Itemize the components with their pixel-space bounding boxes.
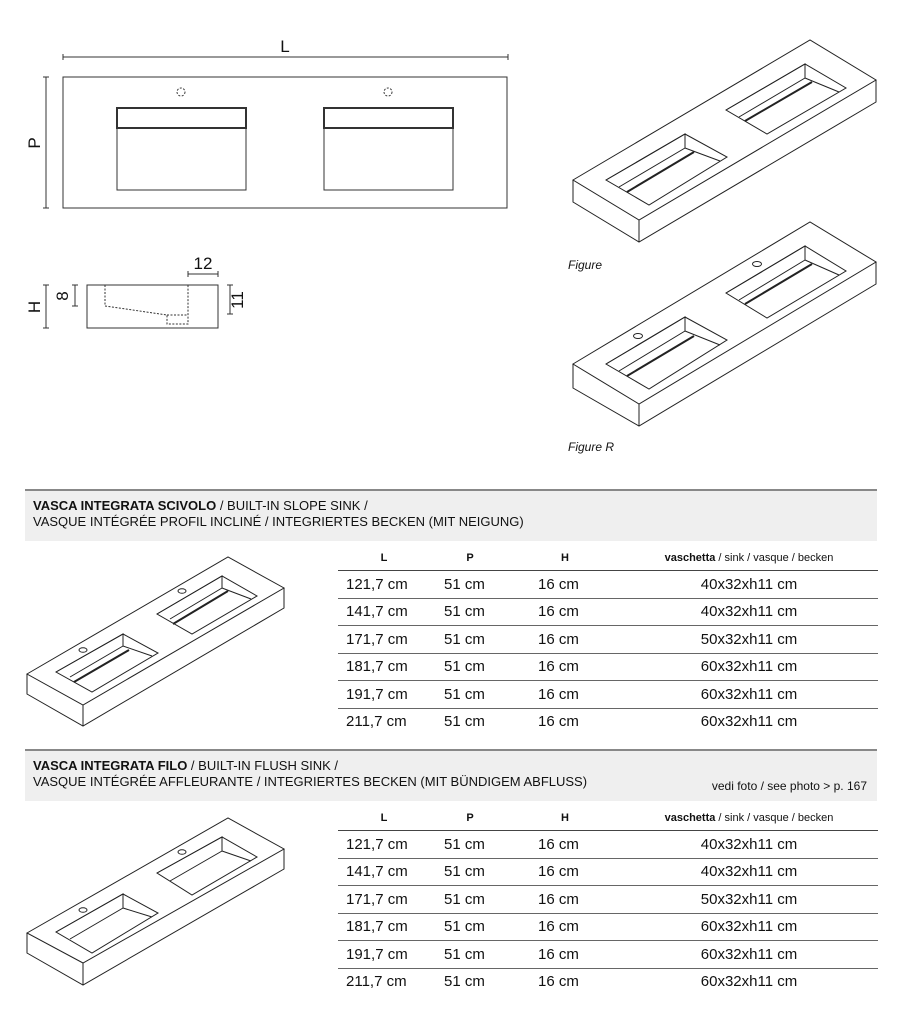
cell-p: 51 cm bbox=[444, 973, 485, 991]
section-subtitle: VASQUE INTÉGRÉE PROFIL INCLINÉ / INTEGRIERTES BECKEN (MIT NEIGUNG) bbox=[33, 514, 524, 529]
table-row bbox=[338, 941, 878, 969]
cell-l: 121,7 cm bbox=[338, 571, 430, 599]
cell-p: 51 cm bbox=[430, 626, 510, 654]
cell-p: 51 cm bbox=[430, 571, 510, 599]
cell-h: 16 cm bbox=[510, 598, 620, 626]
cell-sink: 40x32xh11 cm bbox=[620, 831, 878, 859]
table-row bbox=[338, 913, 878, 941]
cell-p: 51 cm bbox=[444, 713, 485, 731]
cell-l: 191,7 cm bbox=[338, 941, 430, 969]
cell-p: 51 cm bbox=[430, 941, 510, 969]
isometric-figure-plain bbox=[560, 30, 900, 250]
cell-p: 51 cm bbox=[430, 681, 510, 709]
cell-h: 16 cm bbox=[510, 571, 620, 599]
cell-l: 191,7 cm bbox=[338, 681, 430, 709]
table-row bbox=[338, 626, 878, 654]
flush-sink-spec-table bbox=[338, 806, 878, 995]
top-view-drawing bbox=[0, 30, 520, 230]
col-header-h: H bbox=[510, 546, 620, 571]
cell-h: 16 cm bbox=[538, 973, 579, 991]
cell-h: 16 cm bbox=[510, 681, 620, 709]
cell-sink: 60x32xh11 cm bbox=[620, 913, 878, 941]
cell-sink: 50x32xh11 cm bbox=[620, 886, 878, 914]
cell-l: 141,7 cm bbox=[338, 598, 430, 626]
cell-l: 121,7 cm bbox=[338, 831, 430, 859]
cell-l: 211,7 cm bbox=[346, 973, 407, 991]
cell-sink: 60x32xh11 cm bbox=[700, 973, 798, 991]
dim-h-label: H bbox=[25, 300, 44, 314]
cell-sink: 60x32xh11 cm bbox=[620, 941, 878, 969]
slope-sink-spec-table bbox=[338, 546, 878, 735]
table-row bbox=[338, 708, 878, 735]
slope-sink-isometric bbox=[0, 545, 330, 735]
cell-sink: 50x32xh11 cm bbox=[620, 626, 878, 654]
cell-p: 51 cm bbox=[430, 858, 510, 886]
cell-l: 171,7 cm bbox=[338, 626, 430, 654]
cell-h: 16 cm bbox=[510, 858, 620, 886]
isometric-figure-r bbox=[560, 220, 900, 440]
table-row bbox=[338, 858, 878, 886]
cell-l: 181,7 cm bbox=[338, 913, 430, 941]
section-title: VASCA INTEGRATA FILO / BUILT-IN FLUSH SINK / bbox=[33, 758, 339, 773]
section-header-flush-sink bbox=[25, 749, 877, 801]
table-header-row bbox=[338, 806, 878, 831]
table-row bbox=[338, 886, 878, 914]
cell-sink: 40x32xh11 cm bbox=[620, 571, 878, 599]
cell-sink: 60x32xh11 cm bbox=[620, 681, 878, 709]
section-subtitle: VASQUE INTÉGRÉE AFFLEURANTE / INTEGRIERTES BECKEN (MIT BÜNDIGEM ABFLUSS) bbox=[33, 774, 588, 789]
section-header-slope-sink bbox=[25, 489, 877, 541]
dim-8-label: 8 bbox=[53, 291, 72, 301]
dim-p-label: P bbox=[25, 137, 44, 149]
cell-l: 181,7 cm bbox=[338, 653, 430, 681]
section-title: VASCA INTEGRATA SCIVOLO / BUILT-IN SLOPE SINK / bbox=[33, 498, 368, 513]
col-header-p: P bbox=[430, 806, 510, 831]
col-header-l: L bbox=[338, 806, 430, 831]
table-header-row bbox=[338, 546, 878, 571]
col-header-sink: vaschetta / sink / vasque / becken bbox=[620, 806, 878, 831]
cell-h: 16 cm bbox=[510, 626, 620, 654]
cell-h: 16 cm bbox=[510, 831, 620, 859]
cell-h: 16 cm bbox=[538, 713, 579, 731]
photo-reference-link[interactable]: vedi foto / see photo > p. 167 bbox=[711, 779, 867, 793]
flush-sink-isometric bbox=[0, 805, 330, 1005]
table-row bbox=[338, 571, 878, 599]
cell-l: 141,7 cm bbox=[338, 858, 430, 886]
col-header-l: L bbox=[338, 546, 430, 571]
table-row bbox=[338, 681, 878, 709]
cell-p: 51 cm bbox=[430, 913, 510, 941]
table-row bbox=[338, 968, 878, 995]
cell-sink: 60x32xh11 cm bbox=[700, 713, 798, 731]
cell-h: 16 cm bbox=[510, 886, 620, 914]
col-header-p: P bbox=[430, 546, 510, 571]
cell-p: 51 cm bbox=[430, 831, 510, 859]
cell-p: 51 cm bbox=[430, 886, 510, 914]
cell-sink: 60x32xh11 cm bbox=[620, 653, 878, 681]
table-row bbox=[338, 831, 878, 859]
col-header-h: H bbox=[510, 806, 620, 831]
cell-h: 16 cm bbox=[510, 941, 620, 969]
side-section-drawing bbox=[0, 250, 260, 340]
dim-12-label: 12 bbox=[193, 254, 213, 273]
table-row bbox=[338, 653, 878, 681]
cell-l: 171,7 cm bbox=[338, 886, 430, 914]
figure-r-caption: Figure R bbox=[568, 440, 615, 454]
figure-caption: Figure bbox=[568, 258, 603, 272]
cell-l: 211,7 cm bbox=[346, 713, 407, 731]
table-row bbox=[338, 598, 878, 626]
dim-l-label: L bbox=[280, 37, 290, 56]
cell-sink: 40x32xh11 cm bbox=[620, 858, 878, 886]
col-header-sink: vaschetta / sink / vasque / becken bbox=[620, 546, 878, 571]
cell-sink: 40x32xh11 cm bbox=[620, 598, 878, 626]
cell-p: 51 cm bbox=[430, 653, 510, 681]
cell-p: 51 cm bbox=[430, 598, 510, 626]
dim-11-label: 11 bbox=[228, 291, 247, 309]
cell-h: 16 cm bbox=[510, 913, 620, 941]
cell-h: 16 cm bbox=[510, 653, 620, 681]
